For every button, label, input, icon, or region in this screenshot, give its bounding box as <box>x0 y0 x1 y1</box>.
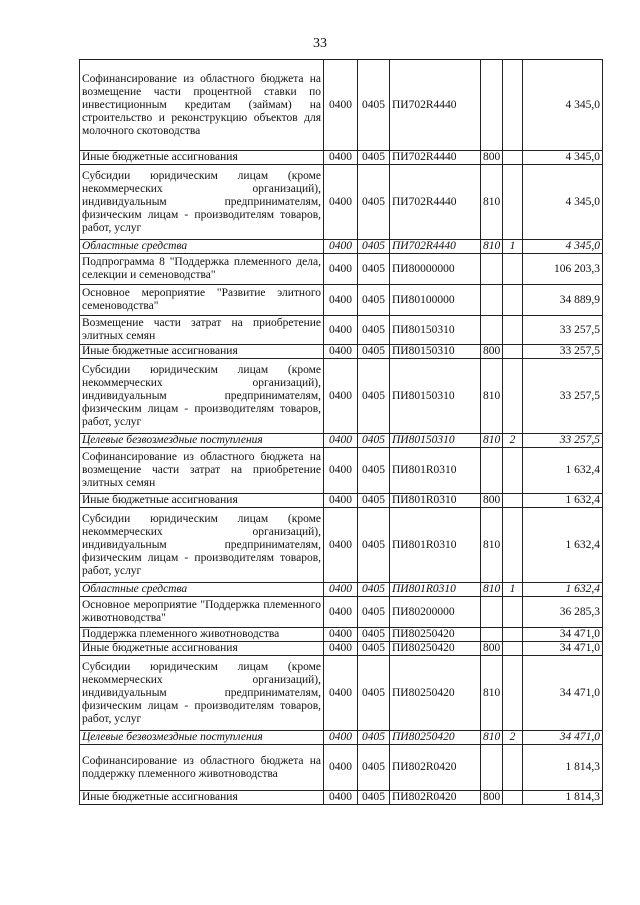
table-row <box>80 165 603 240</box>
row-section: 0400 <box>324 731 358 745</box>
row-name: Целевые безвозмездные поступления <box>80 731 324 745</box>
row-amount: 1 632,4 <box>523 508 603 583</box>
row-subsection: 0405 <box>358 508 390 583</box>
row-section: 0400 <box>324 642 358 656</box>
row-source-code: 2 <box>503 731 523 745</box>
row-name: Субсидии юридическим лицам (кроме некоммерческих организаций), индивидуальным предпринимателям, физическим лицам - производителям товаров, работ, услуг <box>80 656 324 731</box>
row-source-code <box>503 642 523 656</box>
row-source-code <box>503 254 523 285</box>
row-name: Основное мероприятие "Поддержка племенного животноводства" <box>80 597 324 628</box>
table-row <box>80 240 603 254</box>
row-section: 0400 <box>324 508 358 583</box>
row-amount: 33 257,5 <box>523 434 603 448</box>
row-target-code: ПИ702R4440 <box>390 240 481 254</box>
row-subsection: 0405 <box>358 60 390 151</box>
row-source-code <box>503 60 523 151</box>
row-source-code: 1 <box>503 240 523 254</box>
row-expense-type: 800 <box>481 345 503 359</box>
row-source-code <box>503 316 523 345</box>
table-row <box>80 254 603 285</box>
row-expense-type <box>481 60 503 151</box>
row-name: Областные средства <box>80 240 324 254</box>
row-section: 0400 <box>324 434 358 448</box>
row-target-code: ПИ801R0310 <box>390 448 481 494</box>
row-source-code <box>503 656 523 731</box>
row-amount: 1 814,3 <box>523 791 603 805</box>
row-subsection: 0405 <box>358 254 390 285</box>
row-section: 0400 <box>324 656 358 731</box>
row-expense-type <box>481 745 503 791</box>
row-subsection: 0405 <box>358 165 390 240</box>
row-subsection: 0405 <box>358 494 390 508</box>
row-expense-type: 810 <box>481 359 503 434</box>
row-expense-type: 800 <box>481 642 503 656</box>
row-expense-type <box>481 597 503 628</box>
row-source-code <box>503 628 523 642</box>
row-name: Областные средства <box>80 583 324 597</box>
row-name: Субсидии юридическим лицам (кроме некоммерческих организаций), индивидуальным предпринимателям, физическим лицам - производителям товаров, работ, услуг <box>80 508 324 583</box>
row-target-code: ПИ801R0310 <box>390 508 481 583</box>
row-section: 0400 <box>324 240 358 254</box>
row-source-code <box>503 508 523 583</box>
row-section: 0400 <box>324 60 358 151</box>
table-row <box>80 60 603 151</box>
row-section: 0400 <box>324 165 358 240</box>
row-source-code <box>503 359 523 434</box>
row-section: 0400 <box>324 151 358 165</box>
row-source-code <box>503 494 523 508</box>
row-subsection: 0405 <box>358 791 390 805</box>
row-target-code: ПИ80150310 <box>390 316 481 345</box>
row-amount: 34 471,0 <box>523 628 603 642</box>
row-target-code: ПИ80000000 <box>390 254 481 285</box>
row-amount: 34 471,0 <box>523 642 603 656</box>
row-section: 0400 <box>324 359 358 434</box>
row-amount: 4 345,0 <box>523 151 603 165</box>
row-amount: 1 814,3 <box>523 745 603 791</box>
row-section: 0400 <box>324 791 358 805</box>
row-subsection: 0405 <box>358 240 390 254</box>
row-target-code: ПИ702R4440 <box>390 151 481 165</box>
row-amount: 34 471,0 <box>523 656 603 731</box>
row-name: Возмещение части затрат на приобретение элитных семян <box>80 316 324 345</box>
row-name: Софинансирование из областного бюджета на возмещение части процентной ставки по инвестиционным кредитам (займам) на строительство и реконструкцию объектов для молочного скотоводства <box>80 60 324 151</box>
table-row <box>80 642 603 656</box>
row-name: Иные бюджетные ассигнования <box>80 345 324 359</box>
table-row <box>80 791 603 805</box>
row-expense-type: 800 <box>481 494 503 508</box>
row-section: 0400 <box>324 494 358 508</box>
row-name: Иные бюджетные ассигнования <box>80 791 324 805</box>
row-target-code: ПИ80250420 <box>390 642 481 656</box>
row-subsection: 0405 <box>358 359 390 434</box>
table-row <box>80 285 603 316</box>
row-name: Субсидии юридическим лицам (кроме некоммерческих организаций), индивидуальным предпринимателям, физическим лицам - производителям товаров, работ, услуг <box>80 165 324 240</box>
table-row <box>80 508 603 583</box>
row-amount: 34 889,9 <box>523 285 603 316</box>
table-row <box>80 345 603 359</box>
row-amount: 36 285,3 <box>523 597 603 628</box>
table-row <box>80 628 603 642</box>
row-subsection: 0405 <box>358 583 390 597</box>
row-section: 0400 <box>324 345 358 359</box>
row-amount: 1 632,4 <box>523 494 603 508</box>
row-name: Иные бюджетные ассигнования <box>80 642 324 656</box>
row-name: Софинансирование из областного бюджета на возмещение части затрат на приобретение элитных семян <box>80 448 324 494</box>
row-expense-type: 810 <box>481 583 503 597</box>
row-source-code: 2 <box>503 434 523 448</box>
row-amount: 34 471,0 <box>523 731 603 745</box>
row-subsection: 0405 <box>358 597 390 628</box>
page-number: 33 <box>313 36 327 51</box>
row-amount: 33 257,5 <box>523 345 603 359</box>
row-section: 0400 <box>324 448 358 494</box>
row-subsection: 0405 <box>358 656 390 731</box>
row-name: Целевые безвозмездные поступления <box>80 434 324 448</box>
row-name: Иные бюджетные ассигнования <box>80 151 324 165</box>
row-subsection: 0405 <box>358 745 390 791</box>
budget-table <box>79 59 603 805</box>
row-target-code: ПИ801R0310 <box>390 494 481 508</box>
table-row <box>80 151 603 165</box>
table-row <box>80 745 603 791</box>
row-target-code: ПИ702R4440 <box>390 165 481 240</box>
row-target-code: ПИ80150310 <box>390 345 481 359</box>
row-source-code <box>503 285 523 316</box>
row-amount: 33 257,5 <box>523 316 603 345</box>
row-name: Основное мероприятие "Развитие элитного семеноводства" <box>80 285 324 316</box>
row-expense-type: 810 <box>481 240 503 254</box>
row-source-code <box>503 151 523 165</box>
row-subsection: 0405 <box>358 285 390 316</box>
row-amount: 33 257,5 <box>523 359 603 434</box>
row-expense-type <box>481 316 503 345</box>
row-name: Иные бюджетные ассигнования <box>80 494 324 508</box>
row-amount: 4 345,0 <box>523 240 603 254</box>
row-source-code <box>503 345 523 359</box>
row-target-code: ПИ80100000 <box>390 285 481 316</box>
row-target-code: ПИ80250420 <box>390 731 481 745</box>
row-target-code: ПИ80150310 <box>390 359 481 434</box>
table-row <box>80 494 603 508</box>
row-expense-type: 810 <box>481 508 503 583</box>
row-source-code <box>503 597 523 628</box>
row-source-code <box>503 448 523 494</box>
row-name: Поддержка племенного животноводства <box>80 628 324 642</box>
row-expense-type: 810 <box>481 656 503 731</box>
row-subsection: 0405 <box>358 345 390 359</box>
row-expense-type: 800 <box>481 151 503 165</box>
row-target-code: ПИ801R0310 <box>390 583 481 597</box>
table-row <box>80 434 603 448</box>
row-subsection: 0405 <box>358 731 390 745</box>
row-amount: 106 203,3 <box>523 254 603 285</box>
row-expense-type <box>481 285 503 316</box>
table-row <box>80 359 603 434</box>
row-subsection: 0405 <box>358 448 390 494</box>
row-target-code: ПИ80200000 <box>390 597 481 628</box>
row-expense-type <box>481 448 503 494</box>
row-subsection: 0405 <box>358 151 390 165</box>
row-subsection: 0405 <box>358 628 390 642</box>
row-name: Подпрограмма 8 "Поддержка племенного дела, селекции и семеноводства" <box>80 254 324 285</box>
table-row <box>80 448 603 494</box>
row-expense-type: 810 <box>481 434 503 448</box>
row-expense-type: 810 <box>481 731 503 745</box>
row-target-code: ПИ802R0420 <box>390 745 481 791</box>
row-expense-type: 810 <box>481 165 503 240</box>
row-section: 0400 <box>324 628 358 642</box>
row-source-code <box>503 745 523 791</box>
table-body <box>80 60 603 805</box>
row-source-code <box>503 791 523 805</box>
row-subsection: 0405 <box>358 316 390 345</box>
table-row <box>80 656 603 731</box>
row-amount: 4 345,0 <box>523 165 603 240</box>
row-source-code: 1 <box>503 583 523 597</box>
table-row <box>80 583 603 597</box>
row-target-code: ПИ80250420 <box>390 656 481 731</box>
row-section: 0400 <box>324 285 358 316</box>
row-section: 0400 <box>324 316 358 345</box>
table-row <box>80 731 603 745</box>
row-amount: 1 632,4 <box>523 583 603 597</box>
row-source-code <box>503 165 523 240</box>
row-target-code: ПИ80150310 <box>390 434 481 448</box>
row-name: Софинансирование из областного бюджета на поддержку племенного животноводства <box>80 745 324 791</box>
row-target-code: ПИ802R0420 <box>390 791 481 805</box>
row-section: 0400 <box>324 583 358 597</box>
row-name: Субсидии юридическим лицам (кроме некоммерческих организаций), индивидуальным предпринимателям, физическим лицам - производителям товаров, работ, услуг <box>80 359 324 434</box>
row-section: 0400 <box>324 745 358 791</box>
row-section: 0400 <box>324 597 358 628</box>
table-row <box>80 316 603 345</box>
row-amount: 4 345,0 <box>523 60 603 151</box>
table-row <box>80 597 603 628</box>
row-target-code: ПИ80250420 <box>390 628 481 642</box>
row-amount: 1 632,4 <box>523 448 603 494</box>
row-subsection: 0405 <box>358 434 390 448</box>
row-section: 0400 <box>324 254 358 285</box>
row-target-code: ПИ702R4440 <box>390 60 481 151</box>
row-expense-type: 800 <box>481 791 503 805</box>
row-subsection: 0405 <box>358 642 390 656</box>
row-expense-type <box>481 254 503 285</box>
row-expense-type <box>481 628 503 642</box>
